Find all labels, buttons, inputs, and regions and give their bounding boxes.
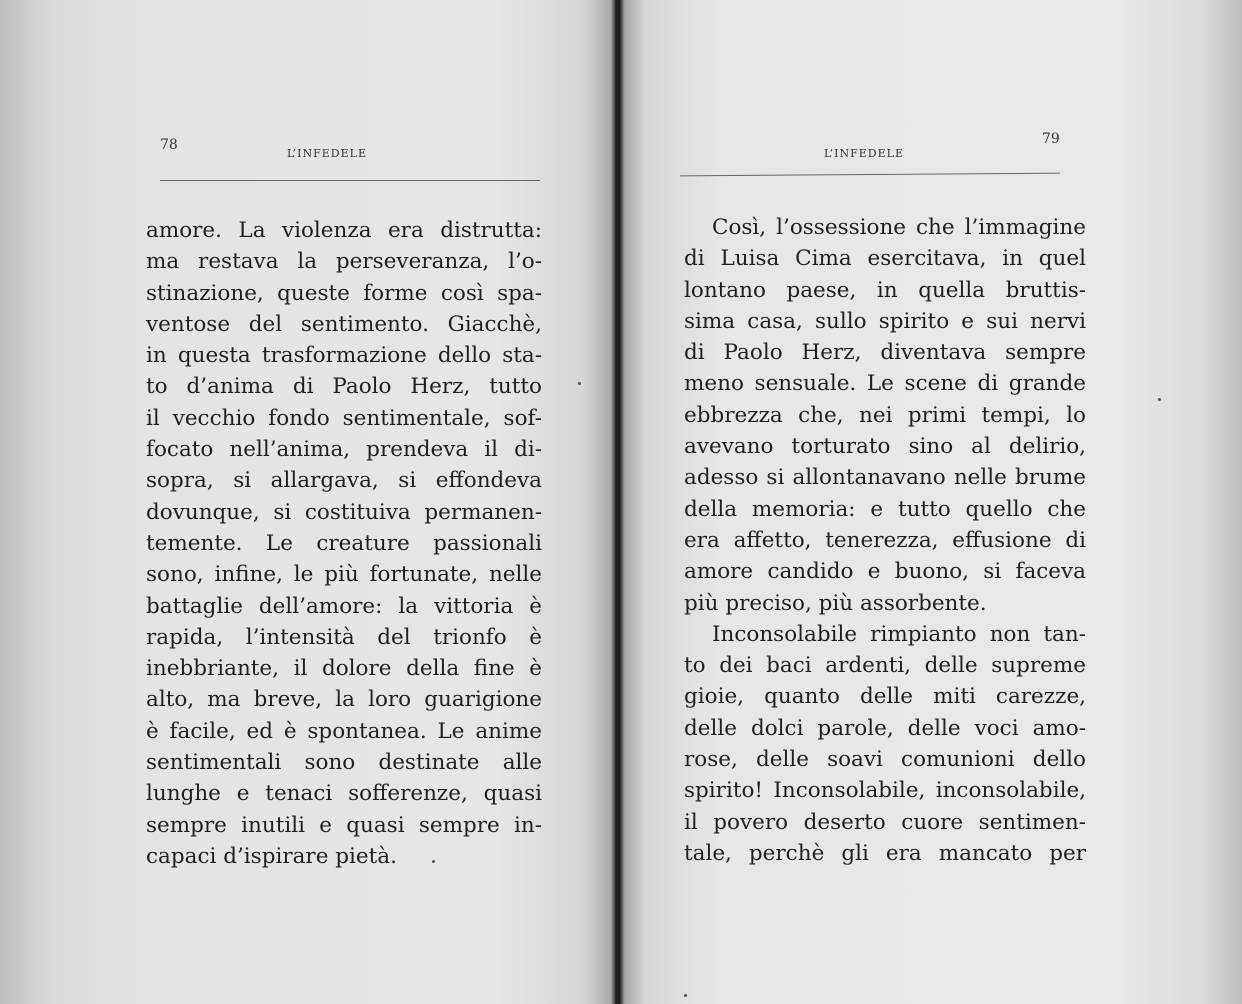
text-line: focato nell’anima, prendeva il di- [146, 437, 542, 463]
text-line: sono, infine, le più fortunate, nelle [146, 562, 542, 588]
running-head: L’INFEDELE [287, 147, 367, 160]
text-line: to dei baci ardenti, delle supreme [684, 653, 1086, 679]
header-rule [680, 173, 1060, 177]
text-line: tale, perchè gli era mancato per [684, 840, 1086, 866]
text-line: sopra, si allargava, si effondeva [146, 468, 542, 494]
text-line: to d’anima di Paolo Herz, tutto [146, 374, 542, 400]
header-rule [160, 180, 540, 181]
text-line: meno sensuale. Le scene di grande [684, 371, 1086, 397]
text-line: il vecchio fondo sentimentale, sof- [146, 405, 542, 431]
left-page [0, 0, 612, 1004]
text-line: di Paolo Herz, diventava sempre [684, 340, 1086, 366]
body-text [684, 212, 1086, 869]
text-line: gioie, quanto delle miti carezze, [684, 684, 1086, 710]
text-line: amore candido e buono, si faceva [684, 559, 1086, 585]
text-line: lunghe e tenaci sofferenze, quasi [146, 781, 542, 807]
text-line: in questa trasformazione dello sta- [146, 343, 542, 369]
text-line: inebbriante, il dolore della fine è [146, 656, 542, 682]
paper-speck [684, 994, 687, 997]
text-line: il povero deserto cuore sentimen- [684, 809, 1086, 835]
body-text [146, 215, 542, 872]
running-head: L’INFEDELE [824, 147, 904, 160]
text-line: più preciso, più assorbente. [684, 590, 987, 616]
text-line: dovunque, si costituiva permanen- [146, 499, 542, 525]
text-line: battaglie dell’amore: la vittoria è [146, 593, 542, 619]
text-line: Inconsolabile rimpianto non tan- [712, 621, 1086, 647]
page-number: 79 [1042, 131, 1060, 147]
text-line: lontano paese, in quella bruttis- [684, 277, 1086, 303]
text-line: amore. La violenza era distrutta: [146, 218, 542, 243]
text-line: sentimentali sono destinate alle [146, 750, 542, 776]
text-line: Così, l’ossessione che l’immagine [712, 215, 1086, 240]
text-line: sempre inutili e quasi sempre in- [146, 812, 542, 838]
text-line: ma restava la perseveranza, l’o- [146, 249, 542, 275]
text-line: temente. Le creature passionali [146, 530, 542, 556]
text-line: della memoria: e tutto quello che [684, 496, 1086, 522]
text-line: sima casa, sullo spirito e sui nervi [684, 308, 1086, 334]
text-line: alto, ma breve, la loro guarigione [146, 687, 542, 713]
text-line: ventose del sentimento. Giacchè, [146, 311, 542, 337]
paper-speck [1158, 398, 1161, 401]
text-line: stinazione, queste forme così spa- [146, 280, 542, 306]
page-number: 78 [160, 137, 178, 153]
right-page [622, 0, 1242, 1004]
text-line: rose, delle soavi comunioni dello [684, 747, 1086, 773]
text-line: è facile, ed è spontanea. Le anime [146, 718, 542, 744]
text-line: spirito! Inconsolabile, inconsolabile, [684, 778, 1086, 804]
text-line: rapida, l’intensità del trionfo è [146, 624, 542, 650]
paper-speck [578, 382, 581, 385]
text-line: capaci d’ispirare pietà. [146, 843, 397, 869]
text-line: ebbrezza che, nei primi tempi, lo [684, 402, 1086, 428]
paper-speck [432, 860, 435, 863]
text-line: avevano torturato sino al delirio, [684, 434, 1086, 460]
text-line: delle dolci parole, delle voci amo- [684, 715, 1086, 741]
text-line: di Luisa Cima esercitava, in quel [684, 246, 1086, 272]
text-line: adesso si allontanavano nelle brume [684, 465, 1086, 491]
text-line: era affetto, tenerezza, effusione di [684, 527, 1086, 553]
